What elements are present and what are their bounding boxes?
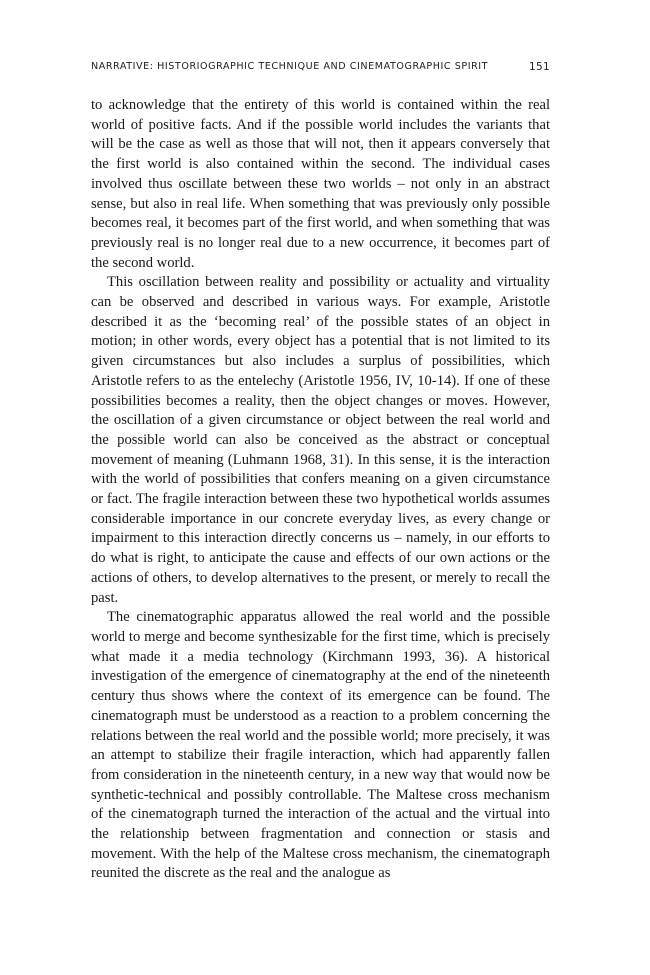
paragraph-cinematographic-apparatus: The cinematographic apparatus allowed the real world and the possible world to merge and become synthesizable for the first time, which is precisely what made it a media technology (Kirchmann 1993, 36). A historical investigation of the emergence of cinematography at the end of the nineteenth century thus shows where the context of its emergence can be found. The cinematograph must be understood as a reaction to a problem concerning the relations between the real world and the possible world; more precisely, it was an attempt to stabilize their fragile interaction, which had apparently fallen from consideration in the nineteenth century, in a new way that would now be synthetic-technical and possibly controllable. The Maltese cross mechanism of the cinematograph turned the interaction of the actual and the virtual into the relationship between fragmentation and connection or stasis and movement. With the help of the Maltese cross mechanism, the cinematograph reunited the discrete as the real and the analogue as bbox=[91, 609, 550, 882]
running-head-title: NARRATIVE: HISTORIOGRAPHIC TECHNIQUE AND CINEMATOGRAPHIC SPIRIT bbox=[91, 61, 489, 72]
paragraph-continuation: to acknowledge that the entirety of this world is contained within the real world of positive facts. And if the possible world includes the variants that will be the case as well as those that will not, then it appears conversely that the first world is also contained within the second. The individual cases involved thus oscillate between these two worlds – not only in an abstract sense, but also in real life. When something that was previously only possible becomes real, it becomes part of the first world, and when something that was previously real is no longer real due to a new occurrence, it becomes part of the second world. bbox=[91, 97, 550, 271]
body-text bbox=[91, 96, 550, 884]
paragraph-oscillation: This oscillation between reality and possibility or actuality and virtuality can be observed and described in various ways. For example, Aristotle described it as the ‘becoming real’ of the possible states of an object in motion; in other words, every object has a potential that is not limited to its given circumstances but also includes a surplus of possibilities, which Aristotle refers to as the entelechy (Aristotle 1956, IV, 10-14). If one of these possibilities becomes a reality, then the object changes or moves. However, the oscillation of a given circumstance or object between the real world and the possible world can also be conceived as the abstract or conceptual movement of meaning (Luhmann 1968, 31). In this sense, it is the interaction with the world of possibilities that confers meaning on a given circumstance or fact. The fragile interaction between these two hypothetical worlds assumes considerable importance in our concrete everyday lives, as every change or impairment to this interaction directly concerns us – namely, in our efforts to do what is right, to anticipate the cause and effects of our own actions or the actions of others, to develop alternatives to the present, or merely to recall the past. bbox=[91, 274, 550, 606]
page-number: 151 bbox=[529, 61, 550, 73]
running-header bbox=[91, 61, 550, 77]
